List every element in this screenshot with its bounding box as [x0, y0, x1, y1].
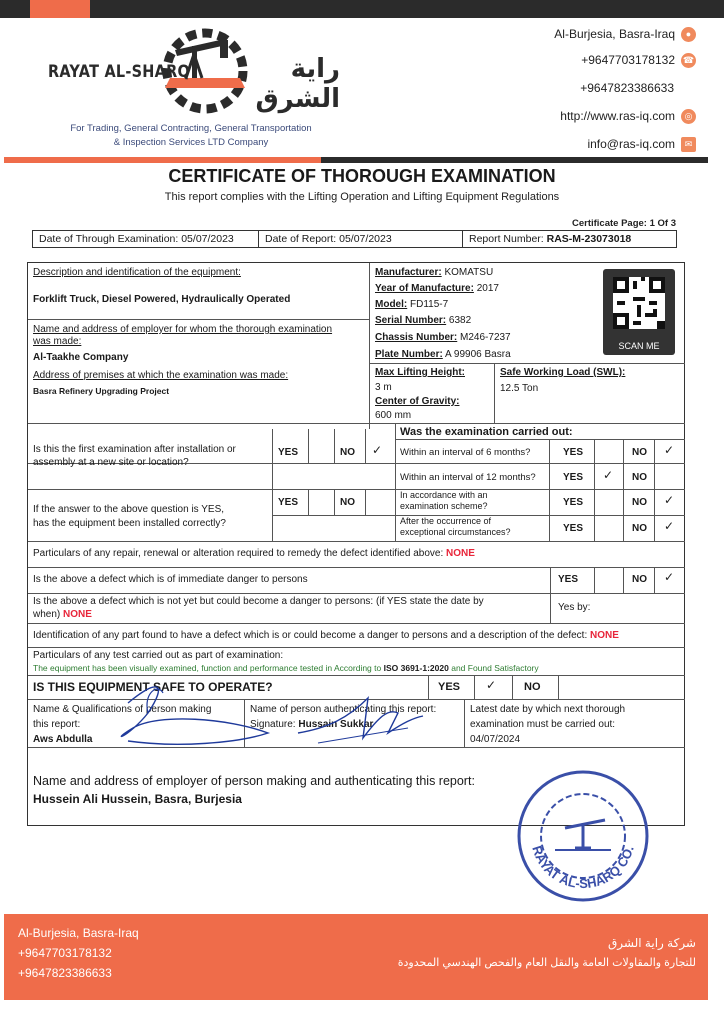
max-height-label: Max Lifting Height:	[375, 367, 465, 378]
safe-to-operate-question: IS THIS EQUIPMENT SAFE TO OPERATE?	[33, 680, 273, 694]
report-number: Report Number: RAS-M-23073018	[469, 233, 632, 245]
employer-value: Al-Taakhe Company	[33, 352, 129, 363]
first-exam-no: NO	[340, 447, 355, 458]
employer-of-person-label: Name and address of employer of person making and authenticating this report:	[33, 774, 475, 788]
maker-name: Aws Abdulla	[33, 734, 93, 745]
interval-12-no: NO	[632, 472, 647, 483]
after-yes: YES	[563, 523, 584, 534]
contact-address: Al-Burjesia, Basra-Iraq ●	[554, 26, 696, 42]
scan-me-label: SCAN ME	[618, 341, 660, 351]
interval-12-yes-check-icon: ✓	[603, 468, 614, 482]
interval-6-no: NO	[632, 447, 647, 458]
footer	[4, 914, 708, 1000]
plate-number: Plate Number: A 99906 Basra	[375, 349, 511, 360]
top-bar-accent	[30, 0, 90, 18]
premises-value: Basra Refinery Upgrading Project	[33, 386, 170, 396]
interval-12-yes: YES	[563, 472, 584, 483]
cog-label: Center of Gravity:	[375, 396, 460, 407]
stamp-text: RAYAT AL-SHARQ CO.	[529, 843, 637, 892]
equipment-desc-label: Description and identification of the equipment:	[33, 267, 241, 278]
auth-signature: Signature: Hussain Sukkar	[250, 719, 374, 730]
footer-address: Al-Burjesia, Basra-Iraq	[18, 926, 139, 940]
interval-6-question: Within an interval of 6 months?	[400, 447, 531, 458]
scheme-question-2: examination scheme?	[400, 501, 488, 511]
max-height-value: 3 m	[375, 382, 392, 393]
employer-of-person-value: Hussein Ali Hussein, Basra, Burjesia	[33, 792, 242, 806]
contact-phone1[interactable]: +9647703178132 ☎	[581, 53, 695, 67]
company-tagline: For Trading, General Contracting, General Transportation & Inspection Services LTD Company	[70, 123, 312, 148]
scheme-question-1: In accordance with an	[400, 490, 488, 500]
footer-phone2[interactable]: +9647823386633	[18, 966, 112, 980]
location-pin-icon: ●	[681, 27, 696, 42]
future-danger-question-1: Is the above a defect which is not yet but could become a danger to persons: (if YES state the date by	[33, 596, 484, 607]
certificate-title: CERTIFICATE OF THOROUGH EXAMINATION	[168, 166, 556, 186]
yes-by-label: Yes by:	[558, 602, 591, 613]
equipment-desc-value: Forklift Truck, Diesel Powered, Hydraulically Operated	[33, 294, 291, 305]
footer-company-ar: شركة راية الشرق	[607, 936, 696, 950]
qr-pattern	[613, 277, 665, 329]
email-icon: ✉	[681, 137, 696, 152]
auth-label: Name of person authenticating this report:	[250, 704, 437, 715]
next-exam-date: 04/07/2024	[470, 734, 521, 745]
certificate-page: Certificate Page: 1 Of 3	[571, 218, 676, 229]
first-exam-question-2: assembly at a new site or location?	[33, 457, 189, 468]
auth-signature-icon	[288, 688, 428, 748]
manufacturer: Manufacturer: KOMATSU	[375, 267, 494, 278]
company-logo	[40, 26, 340, 136]
maker-label-1: Name & Qualifications of person making	[33, 704, 212, 715]
contact-email[interactable]: info@ras-iq.com ✉	[587, 136, 696, 152]
carried-out-header: Was the examination carried out:	[400, 426, 573, 438]
after-no: NO	[632, 523, 647, 534]
header-divider	[4, 157, 708, 163]
after-no-check-icon: ✓	[664, 519, 675, 533]
certificate-subtitle: This report complies with the Lifting Operation and Lifting Equipment Regulations	[164, 191, 560, 203]
interval-6-no-check-icon: ✓	[664, 443, 675, 457]
installed-yes: YES	[278, 497, 299, 508]
premises-label: Address of premises at which the examination was made:	[33, 370, 289, 381]
employer-label-1: Name and address of employer for whom the thorough examination	[33, 324, 333, 335]
immediate-danger-yes: YES	[558, 574, 579, 585]
immediate-danger-no: NO	[632, 574, 647, 585]
part-defect-question: Identification of any part found to have a defect which is or could become a danger to persons and a description of the defect: NONE	[33, 630, 619, 641]
top-bar	[0, 0, 724, 18]
future-danger-question-2: when) NONE	[33, 609, 92, 620]
immediate-danger-no-check-icon: ✓	[664, 570, 675, 584]
safe-yes: YES	[438, 681, 461, 693]
first-exam-yes: YES	[278, 447, 299, 458]
immediate-danger-question: Is the above a defect which is of immediate danger to persons	[33, 574, 308, 585]
swl-label: Safe Working Load (SWL):	[500, 367, 626, 378]
employer-label-2: was made:	[33, 336, 82, 347]
installed-question-2: has the equipment been installed correctly?	[33, 518, 226, 529]
repair-particulars: Particulars of any repair, renewal or alteration required to remedy the defect identified above: NONE	[33, 548, 475, 559]
serial-number: Serial Number: 6382	[375, 315, 472, 326]
first-exam-question-1: Is this the first examination after installation or	[33, 444, 236, 455]
contact-website[interactable]: http://www.ras-iq.com ◎	[560, 108, 696, 124]
globe-icon: ◎	[681, 109, 696, 124]
tests-value: The equipment has been visually examined, function and performance tested in According to ISO 3691-1:2020 and Found Satisfactory	[33, 663, 539, 673]
scheme-no-check-icon: ✓	[664, 493, 675, 507]
footer-tagline-ar: للتجارة والمقاولات العامة والنقل العام والفحص الهندسي المحدودة	[397, 957, 696, 969]
qr-code[interactable]	[603, 269, 675, 355]
interval-12-question: Within an interval of 12 months?	[400, 472, 536, 483]
exam-date: Date of Through Examination: 05/07/2023	[33, 231, 259, 247]
first-exam-no-check-icon: ✓	[372, 443, 383, 457]
company-name-en: RAYAT AL-SHARQ	[48, 62, 191, 82]
qr-icon	[613, 277, 665, 329]
company-stamp	[515, 768, 651, 904]
maker-label-2: this report:	[33, 719, 81, 730]
report-info-row	[32, 230, 677, 248]
next-exam-label-1: Latest date by which next thorough	[470, 704, 626, 715]
interval-6-yes: YES	[563, 447, 584, 458]
footer-phone1[interactable]: +9647703178132	[18, 946, 112, 960]
contact-phone2[interactable]: +9647823386633	[580, 81, 674, 95]
scheme-no: NO	[632, 497, 647, 508]
tests-label: Particulars of any test carried out as part of examination:	[33, 650, 284, 661]
after-question-2: exceptional circumstances?	[400, 527, 511, 537]
safe-no: NO	[524, 681, 541, 693]
report-date: Date of Report: 05/07/2023	[259, 231, 463, 247]
company-name-ar: راية الشرق	[255, 54, 340, 114]
year-of-manufacture: Year of Manufacture: 2017	[375, 283, 499, 294]
safe-yes-check-icon: ✓	[486, 678, 497, 692]
examination-table	[27, 262, 685, 826]
installed-question-1: If the answer to the above question is YES,	[33, 504, 225, 515]
phone-icon: ☎	[681, 53, 696, 68]
model: Model: FD115-7	[375, 299, 449, 310]
after-question-1: After the occurrence of	[400, 516, 492, 526]
next-exam-label-2: examination must be carried out:	[470, 719, 616, 730]
chassis-number: Chassis Number: M246-7237	[375, 332, 511, 343]
installed-no: NO	[340, 497, 355, 508]
scheme-yes: YES	[563, 497, 584, 508]
swl-value: 12.5 Ton	[500, 383, 539, 394]
cog-value: 600 mm	[375, 410, 412, 421]
